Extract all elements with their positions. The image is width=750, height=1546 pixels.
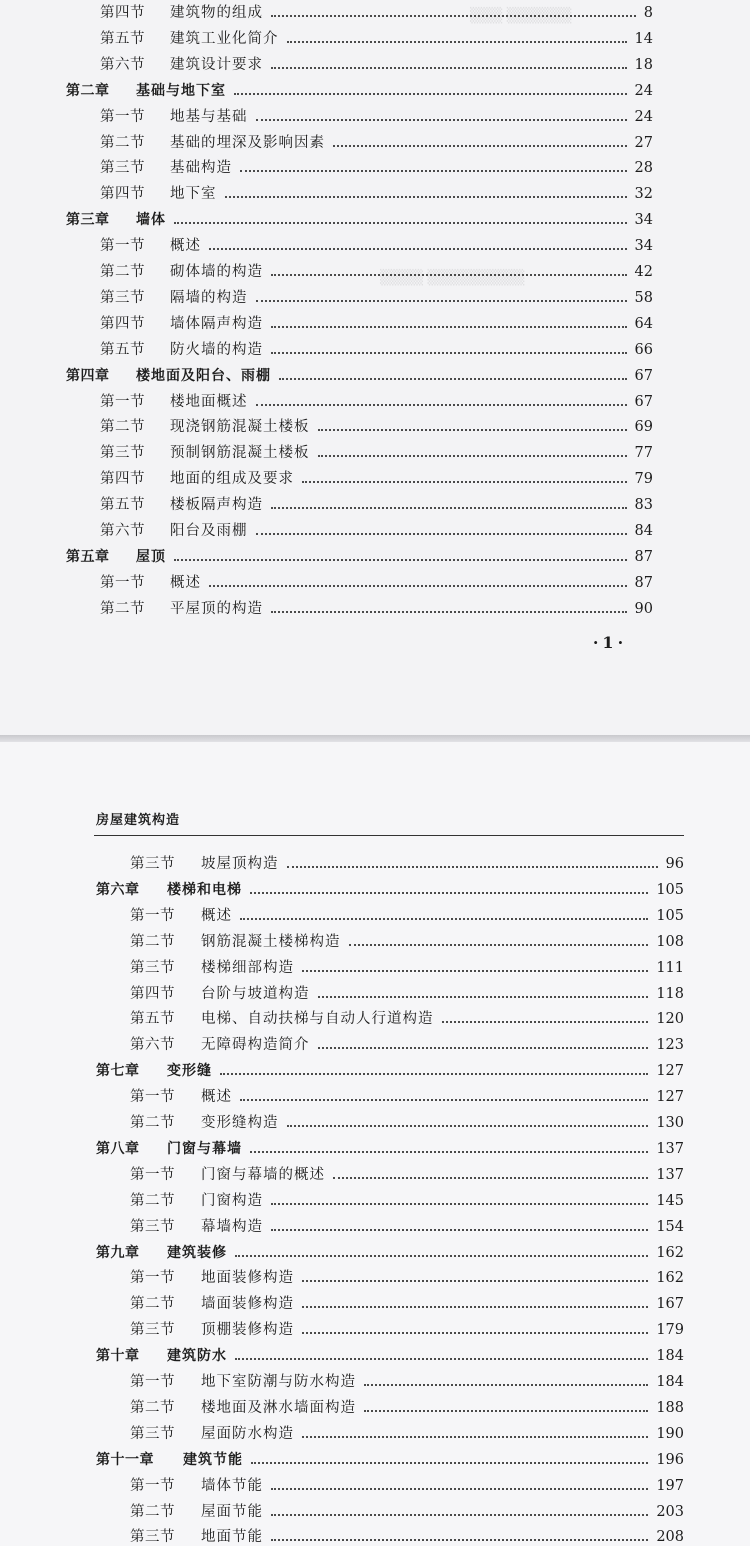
leader-dots bbox=[271, 507, 627, 509]
section-title: 门窗与幕墙的概述 bbox=[201, 1166, 325, 1183]
page-ref: 196 bbox=[656, 1451, 684, 1468]
chapter-label: 第二章 bbox=[66, 82, 110, 99]
page-ref: 123 bbox=[656, 1037, 684, 1054]
toc-chapter-row bbox=[66, 207, 653, 233]
leader-dots bbox=[271, 274, 627, 276]
leader-dots bbox=[271, 1488, 648, 1490]
section-label: 第四节 bbox=[100, 5, 145, 21]
page-ref: 87 bbox=[634, 548, 653, 565]
leader-dots bbox=[442, 1021, 648, 1023]
chapter-title: 墙体 bbox=[136, 212, 166, 229]
chapter-title: 基础与地下室 bbox=[136, 82, 226, 99]
page-ref: 179 bbox=[656, 1322, 684, 1339]
section-title: 基础构造 bbox=[170, 160, 232, 177]
toc-section-row bbox=[96, 1110, 684, 1136]
leader-dots bbox=[318, 996, 648, 998]
section-label: 第一节 bbox=[130, 1089, 175, 1106]
page-ref: 64 bbox=[634, 315, 653, 332]
toc-section-row bbox=[66, 570, 653, 596]
toc-page-1 bbox=[0, 0, 750, 735]
section-title: 基础的埋深及影响因素 bbox=[170, 134, 325, 151]
page-ref: 162 bbox=[656, 1270, 684, 1287]
toc-section-row bbox=[66, 26, 653, 52]
chapter-title: 楼梯和电梯 bbox=[167, 881, 242, 898]
section-title: 墙面装修构造 bbox=[201, 1296, 294, 1313]
page-ref: 105 bbox=[656, 881, 684, 898]
leader-dots bbox=[271, 67, 627, 69]
section-label: 第三节 bbox=[130, 1322, 175, 1339]
section-title: 建筑设计要求 bbox=[170, 56, 263, 73]
leader-dots bbox=[318, 455, 627, 457]
page-ref: 84 bbox=[634, 523, 653, 539]
section-title: 阳台及雨棚 bbox=[170, 523, 248, 539]
toc-section-row bbox=[66, 259, 653, 285]
toc-chapter-row bbox=[96, 1058, 684, 1084]
page-ref: 58 bbox=[634, 289, 653, 306]
section-title: 楼梯细部构造 bbox=[201, 959, 294, 976]
page-ref: 118 bbox=[656, 985, 684, 1002]
page-number: ·1· bbox=[592, 633, 628, 652]
section-label: 第二节 bbox=[130, 933, 175, 950]
section-label: 第四节 bbox=[100, 186, 145, 203]
chapter-label: 第六章 bbox=[96, 881, 140, 898]
leader-dots bbox=[302, 481, 627, 483]
chapter-label: 第十一章 bbox=[96, 1451, 154, 1468]
section-label: 第一节 bbox=[100, 393, 145, 410]
leader-dots bbox=[209, 248, 627, 250]
section-label: 第三节 bbox=[130, 1425, 175, 1442]
leader-dots bbox=[174, 559, 627, 561]
section-title: 防火墙的构造 bbox=[170, 341, 263, 358]
chapter-title: 变形缝 bbox=[167, 1063, 212, 1080]
leader-dots bbox=[302, 1306, 648, 1308]
page-ref: 28 bbox=[634, 160, 653, 177]
page-ref: 197 bbox=[656, 1477, 684, 1494]
toc-section-row bbox=[96, 1473, 684, 1499]
toc-section-row bbox=[66, 130, 653, 156]
section-title: 现浇钢筋混凝土楼板 bbox=[170, 419, 310, 436]
toc-section-row bbox=[66, 285, 653, 311]
chapter-label: 第三章 bbox=[66, 212, 110, 229]
section-title: 墙体节能 bbox=[201, 1477, 263, 1494]
toc-chapter-row bbox=[96, 1447, 684, 1473]
chapter-title: 建筑装修 bbox=[167, 1244, 227, 1261]
toc-section-row bbox=[66, 181, 653, 207]
leader-dots bbox=[271, 1539, 648, 1541]
page-ref: 130 bbox=[656, 1115, 684, 1131]
section-title: 墙体隔声构造 bbox=[170, 315, 263, 332]
leader-dots bbox=[271, 326, 627, 328]
toc-section-row bbox=[96, 1395, 684, 1421]
leader-dots bbox=[271, 1514, 648, 1516]
toc-section-row bbox=[96, 1006, 684, 1032]
toc-section-row bbox=[96, 1369, 684, 1395]
toc-section-row bbox=[96, 1291, 684, 1317]
section-label: 第四节 bbox=[130, 985, 175, 1002]
leader-dots bbox=[318, 429, 627, 431]
section-title: 概述 bbox=[170, 574, 201, 591]
section-title: 地面的组成及要求 bbox=[170, 471, 294, 488]
section-label: 第三节 bbox=[130, 959, 175, 976]
section-title: 地面装修构造 bbox=[201, 1270, 294, 1287]
page-ref: 14 bbox=[634, 30, 653, 47]
toc-section-row bbox=[96, 981, 684, 1007]
header-rule bbox=[94, 835, 684, 836]
leader-dots bbox=[240, 170, 627, 172]
leader-dots bbox=[302, 1280, 648, 1282]
toc-chapter-row bbox=[96, 877, 684, 903]
leader-dots bbox=[271, 15, 636, 17]
toc-section-row bbox=[66, 414, 653, 440]
section-label: 第二节 bbox=[130, 1399, 175, 1416]
toc-section-row bbox=[66, 155, 653, 181]
section-label: 第六节 bbox=[100, 523, 145, 539]
bleed-through-text: ▒▒▒▒ ▒▒▒▒▒▒▒▒▒ bbox=[380, 270, 525, 286]
toc-section-row bbox=[66, 492, 653, 518]
section-title: 地下室防潮与防水构造 bbox=[201, 1374, 356, 1390]
section-title: 概述 bbox=[201, 1089, 232, 1106]
section-title: 变形缝构造 bbox=[201, 1115, 279, 1131]
page-ref: 66 bbox=[634, 341, 653, 358]
toc-section-row bbox=[96, 1265, 684, 1291]
section-title: 地基与基础 bbox=[170, 108, 248, 125]
leader-dots bbox=[302, 970, 648, 972]
section-label: 第二节 bbox=[130, 1296, 175, 1313]
toc-section-row bbox=[96, 1084, 684, 1110]
page-ref: 42 bbox=[634, 264, 653, 280]
leader-dots bbox=[279, 378, 627, 380]
leader-dots bbox=[240, 1099, 648, 1101]
page-ref: 67 bbox=[634, 393, 653, 410]
section-title: 建筑工业化简介 bbox=[170, 30, 279, 47]
leader-dots bbox=[250, 892, 648, 894]
page-ref: 69 bbox=[634, 419, 653, 436]
section-label: 第一节 bbox=[130, 1477, 175, 1494]
page-ref: 105 bbox=[656, 907, 684, 924]
section-label: 第一节 bbox=[130, 1270, 175, 1287]
section-title: 电梯、自动扶梯与自动人行道构造 bbox=[201, 1011, 434, 1028]
page-ref: 27 bbox=[634, 134, 653, 151]
toc-section-row bbox=[66, 389, 653, 415]
toc-chapter-row bbox=[96, 1240, 684, 1266]
section-title: 砌体墙的构造 bbox=[170, 264, 263, 280]
section-title: 概述 bbox=[170, 238, 201, 255]
page-ref: 190 bbox=[656, 1425, 684, 1442]
toc-section-row bbox=[66, 233, 653, 259]
page-ref: 32 bbox=[634, 186, 653, 203]
running-head: 房屋建筑构造 bbox=[96, 813, 181, 828]
page-ref: 137 bbox=[656, 1166, 684, 1183]
leader-dots bbox=[209, 585, 627, 587]
page-ref: 127 bbox=[656, 1063, 684, 1080]
toc-section-row bbox=[66, 337, 653, 363]
page-ref: 34 bbox=[634, 212, 653, 229]
toc-section-row bbox=[96, 1317, 684, 1343]
section-label: 第六节 bbox=[100, 56, 145, 73]
section-label: 第二节 bbox=[130, 1192, 175, 1209]
leader-dots bbox=[302, 1436, 648, 1438]
section-title: 地下室 bbox=[170, 186, 217, 203]
section-title: 幕墙构造 bbox=[201, 1218, 263, 1235]
section-label: 第二节 bbox=[100, 134, 145, 151]
chapter-title: 楼地面及阳台、雨棚 bbox=[136, 367, 271, 384]
section-title: 钢筋混凝土楼梯构造 bbox=[201, 933, 341, 950]
page-ref: 184 bbox=[656, 1374, 684, 1390]
section-label: 第三节 bbox=[100, 289, 145, 306]
toc-section-row bbox=[96, 851, 684, 877]
section-title: 建筑物的组成 bbox=[170, 5, 263, 21]
chapter-title: 建筑节能 bbox=[183, 1451, 243, 1468]
leader-dots bbox=[271, 1229, 648, 1231]
section-title: 台阶与坡道构造 bbox=[201, 985, 310, 1002]
section-label: 第二节 bbox=[130, 1115, 175, 1131]
page-ref: 24 bbox=[634, 82, 653, 99]
section-title: 预制钢筋混凝土楼板 bbox=[170, 445, 310, 462]
page-ref: 77 bbox=[634, 445, 653, 462]
page-ref: 87 bbox=[634, 574, 653, 591]
chapter-label: 第五章 bbox=[66, 548, 110, 565]
page-ref: 79 bbox=[634, 471, 653, 488]
toc-chapter-row bbox=[66, 78, 653, 104]
section-title: 地面节能 bbox=[201, 1529, 263, 1546]
leader-dots bbox=[174, 222, 627, 224]
leader-dots bbox=[220, 1073, 648, 1075]
toc-chapter-row bbox=[96, 1136, 684, 1162]
section-label: 第三节 bbox=[100, 445, 145, 462]
page-ref: 34 bbox=[634, 238, 653, 255]
section-label: 第三节 bbox=[130, 856, 175, 872]
toc-page-2 bbox=[0, 742, 750, 1546]
leader-dots bbox=[225, 196, 627, 198]
toc-chapter-row bbox=[66, 363, 653, 389]
section-label: 第一节 bbox=[100, 574, 145, 591]
page-ref: 108 bbox=[656, 933, 684, 950]
section-label: 第二节 bbox=[100, 264, 145, 280]
toc-section-row bbox=[66, 52, 653, 78]
section-title: 平屋顶的构造 bbox=[170, 600, 263, 617]
section-label: 第一节 bbox=[130, 907, 175, 924]
leader-dots bbox=[240, 918, 648, 920]
section-title: 无障碍构造简介 bbox=[201, 1037, 310, 1054]
page-ref: 184 bbox=[656, 1348, 684, 1365]
section-label: 第六节 bbox=[130, 1037, 175, 1054]
page-ref: 137 bbox=[656, 1140, 684, 1157]
section-label: 第五节 bbox=[130, 1011, 175, 1028]
section-label: 第二节 bbox=[100, 419, 145, 436]
leader-dots bbox=[235, 1255, 648, 1257]
chapter-title: 屋顶 bbox=[136, 548, 166, 565]
toc-chapter-row bbox=[96, 1343, 684, 1369]
leader-dots bbox=[287, 1125, 648, 1127]
page-ref: 154 bbox=[656, 1218, 684, 1235]
leader-dots bbox=[251, 1462, 648, 1464]
leader-dots bbox=[287, 866, 658, 868]
chapter-label: 第十章 bbox=[96, 1348, 140, 1365]
toc-section-row bbox=[96, 1214, 684, 1240]
toc-section-row bbox=[66, 440, 653, 466]
toc-section-row bbox=[96, 1499, 684, 1525]
leader-dots bbox=[318, 1047, 648, 1049]
toc-section-row bbox=[96, 1421, 684, 1447]
page-ref: 90 bbox=[634, 600, 653, 617]
page-ref: 203 bbox=[656, 1503, 684, 1520]
bleed-through-text: ▒▒▒ ▒▒▒▒▒▒ bbox=[470, 8, 572, 24]
leader-dots bbox=[256, 300, 627, 302]
leader-dots bbox=[256, 119, 627, 121]
leader-dots bbox=[349, 944, 648, 946]
section-title: 楼地面概述 bbox=[170, 393, 248, 410]
toc-section-row bbox=[66, 518, 653, 544]
page-ref: 162 bbox=[656, 1244, 684, 1261]
leader-dots bbox=[333, 145, 627, 147]
page-ref: 127 bbox=[656, 1089, 684, 1106]
leader-dots bbox=[256, 404, 627, 406]
section-title: 隔墙的构造 bbox=[170, 289, 248, 306]
leader-dots bbox=[364, 1384, 648, 1386]
leader-dots bbox=[250, 1151, 648, 1153]
leader-dots bbox=[235, 1358, 648, 1360]
page-ref: 188 bbox=[656, 1399, 684, 1416]
toc-section-row bbox=[66, 596, 653, 622]
page-ref: 111 bbox=[656, 959, 684, 976]
chapter-label: 第四章 bbox=[66, 367, 110, 384]
section-label: 第二节 bbox=[100, 600, 145, 617]
section-label: 第四节 bbox=[100, 315, 145, 332]
chapter-label: 第八章 bbox=[96, 1140, 140, 1157]
page-ref: 8 bbox=[643, 5, 653, 21]
toc-section-row bbox=[96, 903, 684, 929]
toc-section-row bbox=[66, 0, 653, 26]
page-ref: 96 bbox=[665, 856, 684, 872]
section-title: 楼板隔声构造 bbox=[170, 497, 263, 514]
leader-dots bbox=[302, 1332, 648, 1334]
leader-dots bbox=[287, 41, 627, 43]
page-ref: 18 bbox=[634, 56, 653, 73]
section-title: 概述 bbox=[201, 907, 232, 924]
chapter-title: 门窗与幕墙 bbox=[167, 1140, 242, 1157]
leader-dots bbox=[333, 1177, 648, 1179]
section-title: 屋面防水构造 bbox=[201, 1425, 294, 1442]
section-label: 第三节 bbox=[130, 1218, 175, 1235]
toc-section-row bbox=[96, 1524, 684, 1546]
chapter-label: 第九章 bbox=[96, 1244, 140, 1261]
toc-section-row bbox=[66, 311, 653, 337]
section-label: 第二节 bbox=[130, 1503, 175, 1520]
section-title: 楼地面及淋水墙面构造 bbox=[201, 1399, 356, 1416]
leader-dots bbox=[271, 352, 627, 354]
page-ref: 167 bbox=[656, 1296, 684, 1313]
page-ref: 145 bbox=[656, 1192, 684, 1209]
section-title: 屋面节能 bbox=[201, 1503, 263, 1520]
leader-dots bbox=[234, 93, 627, 95]
toc-section-row bbox=[96, 929, 684, 955]
toc-section-row bbox=[66, 466, 653, 492]
toc-section-row bbox=[96, 1032, 684, 1058]
page-separator bbox=[0, 735, 750, 742]
toc-section-row bbox=[96, 1162, 684, 1188]
section-label: 第三节 bbox=[130, 1529, 175, 1546]
section-label: 第一节 bbox=[100, 108, 145, 125]
section-label: 第五节 bbox=[100, 30, 145, 47]
page-ref: 208 bbox=[656, 1529, 684, 1546]
toc-section-row bbox=[96, 1188, 684, 1214]
page-ref: 67 bbox=[634, 367, 653, 384]
section-title: 坡屋顶构造 bbox=[201, 856, 279, 872]
section-title: 门窗构造 bbox=[201, 1192, 263, 1209]
toc-section-row bbox=[96, 955, 684, 981]
leader-dots bbox=[256, 533, 627, 535]
toc-section-row bbox=[66, 104, 653, 130]
page-ref: 24 bbox=[634, 108, 653, 125]
leader-dots bbox=[271, 611, 627, 613]
toc-chapter-row bbox=[66, 544, 653, 570]
section-label: 第五节 bbox=[100, 341, 145, 358]
leader-dots bbox=[271, 1203, 648, 1205]
section-label: 第五节 bbox=[100, 497, 145, 514]
section-title: 顶棚装修构造 bbox=[201, 1322, 294, 1339]
section-label: 第一节 bbox=[130, 1166, 175, 1183]
page-ref: 120 bbox=[656, 1011, 684, 1028]
chapter-title: 建筑防水 bbox=[167, 1348, 227, 1365]
section-label: 第四节 bbox=[100, 471, 145, 488]
leader-dots bbox=[364, 1410, 648, 1412]
section-label: 第一节 bbox=[100, 238, 145, 255]
page-ref: 83 bbox=[634, 497, 653, 514]
section-label: 第一节 bbox=[130, 1374, 175, 1390]
chapter-label: 第七章 bbox=[96, 1063, 140, 1080]
section-label: 第三节 bbox=[100, 160, 145, 177]
